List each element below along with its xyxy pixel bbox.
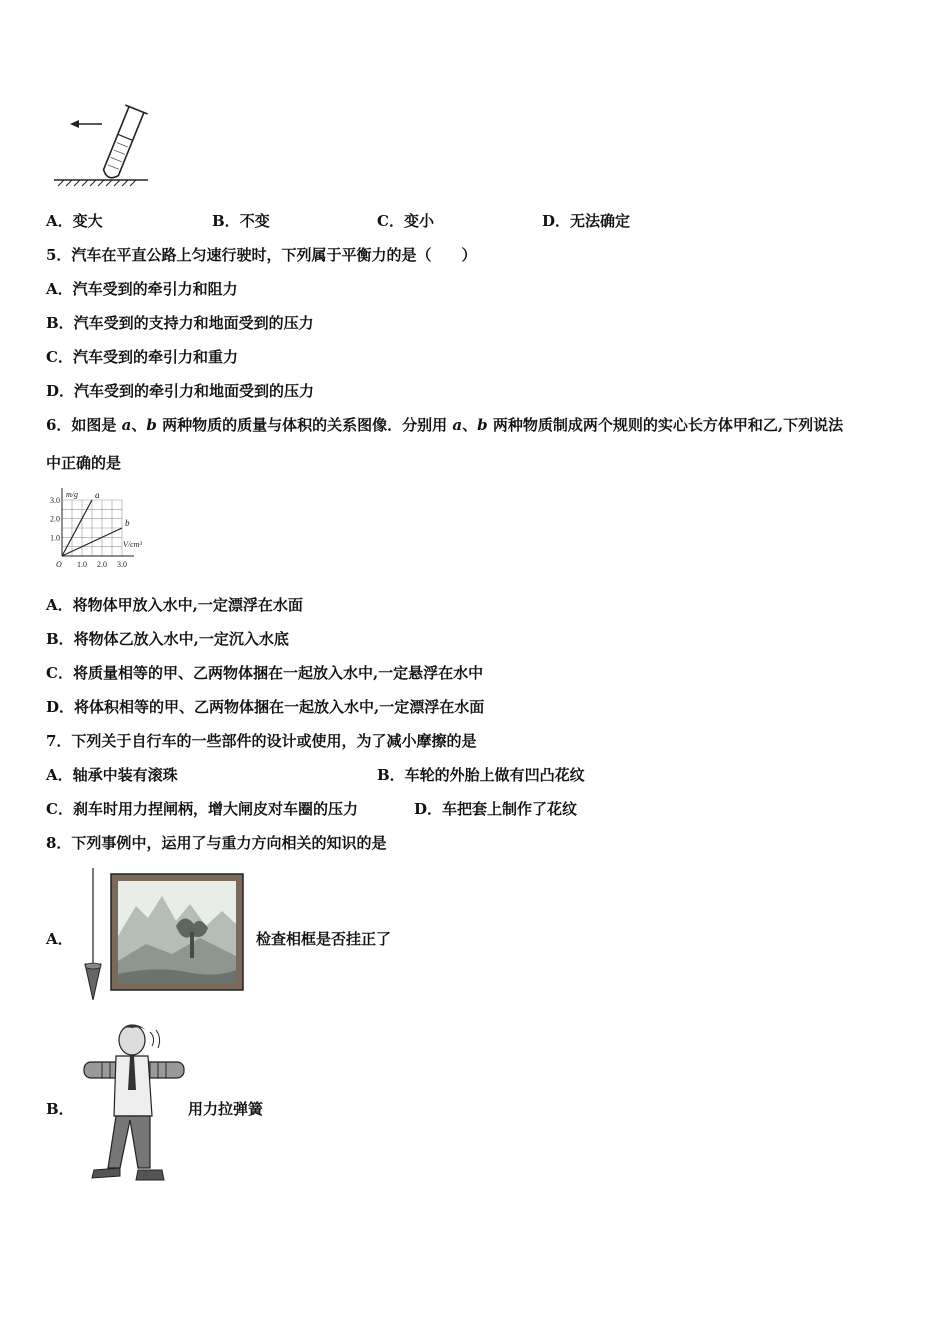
q4-option-a[interactable]: A．变大	[46, 212, 103, 230]
q6-stem: 6．如图是 a、b 两种物质的质量与体积的关系图像．分别用 a、b 两种物质制成两个规则的实心长方体甲和乙,下列说法	[46, 416, 844, 434]
q7-option-d[interactable]: D．车把套上制作了花纹	[414, 800, 578, 818]
q5-option-b[interactable]: B．汽车受到的支持力和地面受到的压力	[46, 314, 314, 332]
q5-option-a[interactable]: A．汽车受到的牵引力和阻力	[46, 280, 238, 298]
y-tick-label: 1.0	[50, 533, 60, 543]
q6-stem-line2: 中正确的是	[46, 454, 122, 472]
q8-option-b-letter[interactable]: B．	[46, 1100, 74, 1118]
q4-option-c[interactable]: C．变小	[377, 212, 434, 230]
q8-option-a-letter[interactable]: A．	[46, 930, 73, 948]
mass-volume-chart	[44, 482, 162, 572]
q7-option-b[interactable]: B．车轮的外胎上做有凹凸花纹	[377, 766, 585, 784]
y-axis-label: m/g	[66, 490, 78, 499]
plumb-line-picture-frame-image	[76, 866, 248, 1004]
series-label-b: b	[125, 518, 130, 528]
q6-option-c[interactable]: C．将质量相等的甲、乙两物体捆在一起放入水中,一定悬浮在水中	[46, 664, 484, 682]
q6-option-a[interactable]: A．将物体甲放入水中,一定漂浮在水面	[46, 596, 303, 614]
y-tick-label: 2.0	[50, 514, 60, 524]
y-tick-label: 3.0	[50, 496, 60, 505]
origin-label: O	[56, 560, 62, 569]
series-label-a: a	[95, 490, 100, 500]
q7-option-c[interactable]: C．刹车时用力捏闸柄，增大闸皮对车圈的压力	[46, 800, 358, 818]
q4-option-b[interactable]: B．不变	[212, 212, 270, 230]
man-stretching-spring-image	[80, 1020, 188, 1184]
tilted-test-tube-figure	[50, 98, 160, 190]
q7-stem: 7．下列关于自行车的一些部件的设计或使用，为了减小摩擦的是	[46, 732, 477, 750]
q5-option-c[interactable]: C．汽车受到的牵引力和重力	[46, 348, 238, 366]
q7-option-a[interactable]: A．轴承中装有滚珠	[46, 766, 178, 784]
x-tick-label: 1.0	[77, 560, 87, 569]
x-axis-label: V/cm³	[123, 540, 142, 549]
q8-option-b-caption: 用力拉弹簧	[188, 1100, 264, 1118]
q6-option-b[interactable]: B．将物体乙放入水中,一定沉入水底	[46, 630, 289, 648]
q5-option-d[interactable]: D．汽车受到的牵引力和地面受到的压力	[46, 382, 315, 400]
x-tick-label: 3.0	[117, 560, 127, 569]
q6-option-d[interactable]: D．将体积相等的甲、乙两物体捆在一起放入水中,一定漂浮在水面	[46, 698, 485, 716]
x-tick-label: 2.0	[97, 560, 107, 569]
q8-option-a-caption: 检查相框是否挂正了	[256, 930, 392, 948]
q4-option-d[interactable]: D．无法确定	[542, 212, 631, 230]
q8-stem: 8．下列事例中，运用了与重力方向相关的知识的是	[46, 834, 387, 852]
q5-stem: 5．汽车在平直公路上匀速行驶时，下列属于平衡力的是（ ）	[46, 246, 477, 264]
